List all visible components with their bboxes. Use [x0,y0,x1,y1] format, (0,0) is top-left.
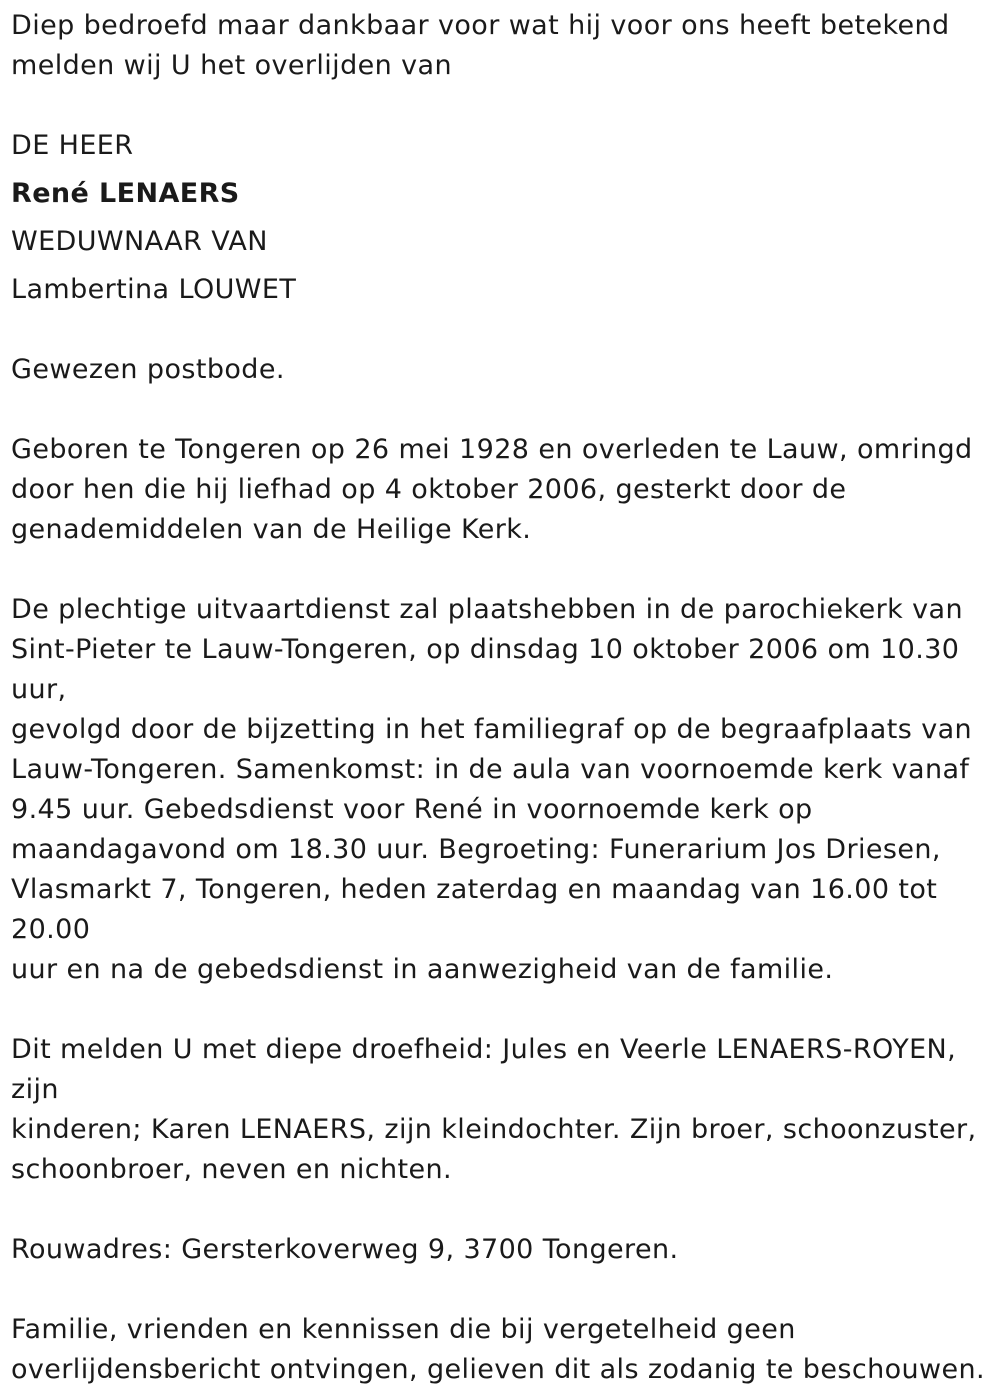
text-line: genademiddelen van de Heilige Kerk. [11,514,532,545]
occupation: Gewezen postbode. [11,354,285,385]
text-line: 9.45 uur. Gebedsdienst voor René in voornoemde kerk op [11,794,813,825]
text-line: overlijdensbericht ontvingen, gelieven dit als zodanig te beschouwen. [11,1354,985,1385]
closing-paragraph [11,1310,991,1390]
text-line: maandagavond om 18.30 uur. Begroeting: Funerarium Jos Driesen, [11,834,941,865]
text-line: Sint-Pieter te Lauw-Tongeren, op dinsdag 10 oktober 2006 om 10.30 uur, [11,634,960,705]
deceased-name: René LENAERS [11,178,240,209]
text-line: Geboren te Tongeren op 26 mei 1928 en overleden te Lauw, omringd [11,434,973,465]
intro-paragraph [11,6,991,86]
intro-line: Diep bedroefd maar dankbaar voor wat hij voor ons heeft betekend [11,10,950,41]
text-line: uur en na de gebedsdienst in aanwezigheid van de familie. [11,954,834,985]
deceased-block [11,126,991,310]
text-line: schoonbroer, neven en nichten. [11,1154,452,1185]
text-line: Vlasmarkt 7, Tongeren, heden zaterdag en maandag van 16.00 tot 20.00 [11,874,938,945]
mourning-address: Rouwadres: Gersterkoverweg 9, 3700 Tongeren. [11,1234,679,1265]
family-paragraph [11,1030,991,1190]
obituary-document [11,6,991,1390]
honorific: DE HEER [11,130,134,161]
spouse-name: Lambertina LOUWET [11,274,297,305]
service-paragraph [11,590,991,990]
intro-line: melden wij U het overlijden van [11,50,452,81]
text-line: Dit melden U met diepe droefheid: Jules en Veerle LENAERS-ROYEN, zijn [11,1034,957,1105]
text-line: Familie, vrienden en kennissen die bij vergetelheid geen [11,1314,796,1345]
relation-label: WEDUWNAAR VAN [11,226,268,257]
text-line: gevolgd door de bijzetting in het familiegraf op de begraafplaats van [11,714,973,745]
text-line: kinderen; Karen LENAERS, zijn kleindochter. Zijn broer, schoonzuster, [11,1114,977,1145]
text-line: Lauw-Tongeren. Samenkomst: in de aula van voornoemde kerk vanaf [11,754,970,785]
birth-death-paragraph [11,430,991,550]
text-line: door hen die hij liefhad op 4 oktober 2006, gesterkt door de [11,474,847,505]
text-line: De plechtige uitvaartdienst zal plaatshebben in de parochiekerk van [11,594,964,625]
